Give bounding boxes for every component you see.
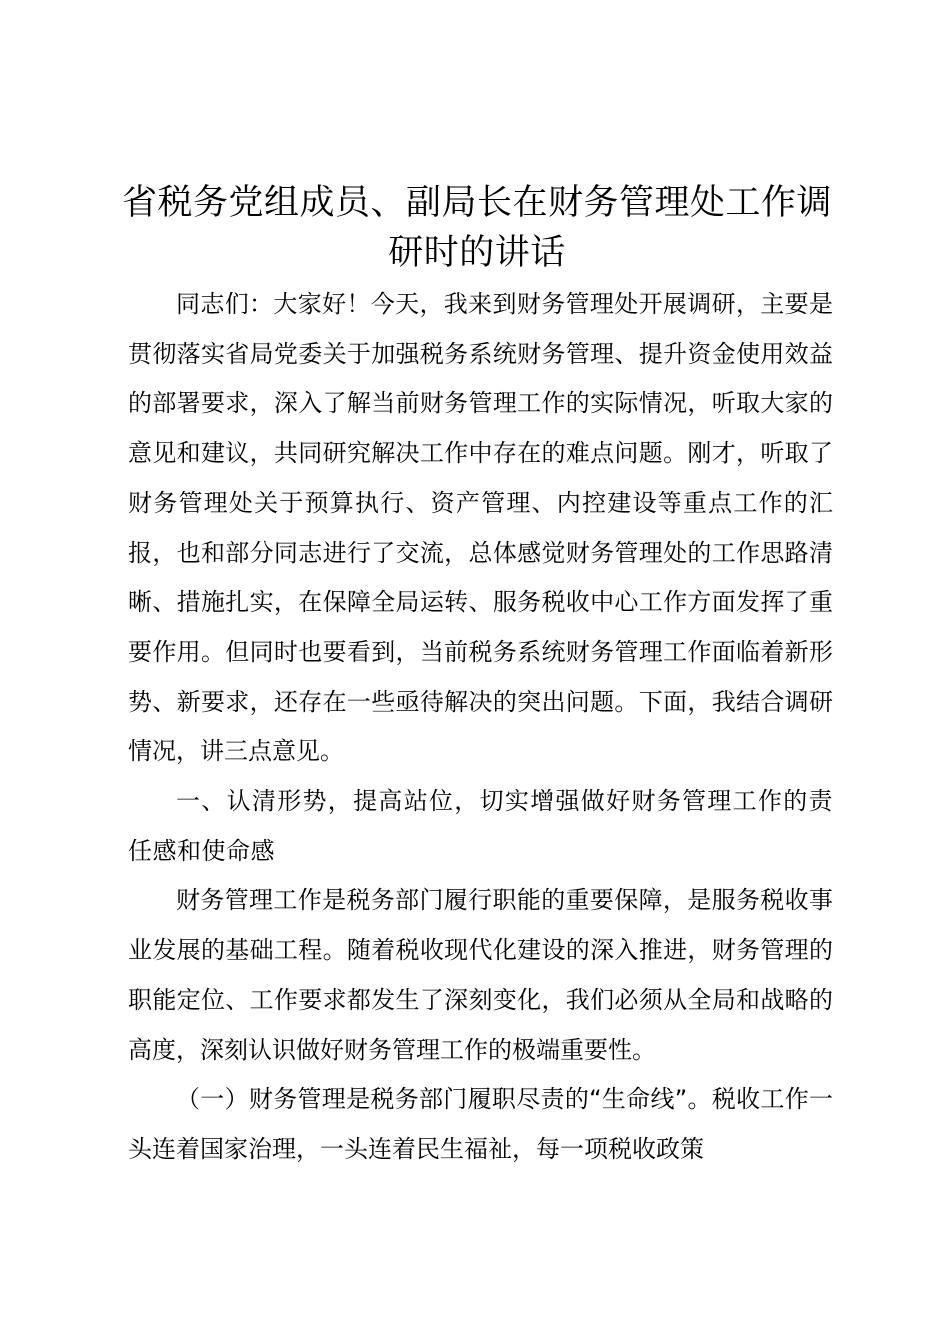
paragraph-opening: 同志们：大家好！今天，我来到财务管理处开展调研，主要是贯彻落实省局党委关于加强税务系统财务管理、提升资金使用效益的部署要求，深入了解当前财务管理工作的实际情况，听取大家的意见和建议，共同研究解决工作中存在的难点问题。刚才，听取了财务管理处关于预算执行、资产管理、内控建设等重点工作的汇报，也和部分同志进行了交流，总体感觉财务管理处的工作思路清晰、措施扎实，在保障全局运转、服务税收中心工作方面发挥了重要作用。但同时也要看到，当前税务系统财务管理工作面临着新形势、新要求，还存在一些亟待解决的突出问题。下面，我结合调研情况，讲三点意见。 xyxy=(128,290,833,766)
paragraph-section-1-intro: 财务管理工作是税务部门履行职能的重要保障，是服务税收事业发展的基础工程。随着税收现代化建设的深入推进，财务管理的职能定位、工作要求都发生了深刻变化，我们必须从全局和战略的高度，深刻认识做好财务管理工作的极端重要性。 xyxy=(128,886,833,1064)
section-heading-1: 一、认清形势，提高站位，切实增强做好财务管理工作的责任感和使命感 xyxy=(128,787,833,865)
document-title: 省税务党组成员、副局长在财务管理处工作调研时的讲话 xyxy=(121,183,832,273)
document-body xyxy=(128,280,833,1175)
paragraph-subsection-1: （一）财务管理是税务部门履职尽责的“生命线”。税收工作一头连着国家治理，一头连着民生福祉，每一项税收政策 xyxy=(128,1085,833,1163)
